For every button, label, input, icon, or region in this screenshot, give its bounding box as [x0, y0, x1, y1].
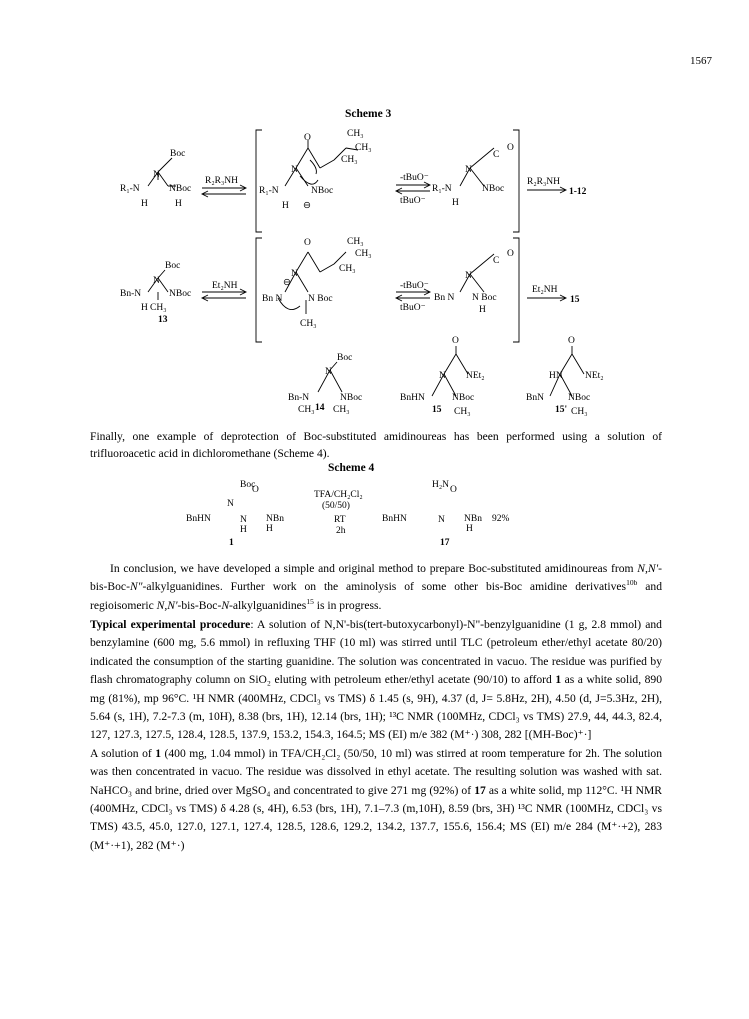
c15-label: 15 — [432, 405, 442, 415]
c14-ch3b: CH₃ — [333, 405, 350, 415]
s3r1-iso-h: H — [452, 198, 459, 208]
s3r2-iso-left: Bn N — [434, 293, 455, 303]
scheme4-figure — [0, 470, 749, 550]
s3r2-iso-c: C — [493, 256, 500, 266]
s4-p-h2n: H₂N — [432, 480, 450, 490]
s3r2-iso-nboc: N Boc — [472, 293, 497, 303]
s3r1-iso-c: C — [493, 150, 500, 160]
conclusion-paragraph: In conclusion, we have developed a simple and original method to prepare Boc-substituted amidinoureas from N,N'-bis-Boc-N"-alkylguanidines. Further work on the aminolysis of some other bis-Boc amidine derivatives$^{10b}$ and regioisomeric N,N'-bis-Boc-N-alkylguanidines$^{15}$ is in progress. — [90, 562, 662, 612]
page-number: 1567 — [690, 55, 712, 67]
s4-p-n: N — [438, 515, 445, 525]
s4-p-nbn: NBn — [464, 514, 482, 524]
s3r1-reactant-h1: H — [141, 199, 148, 209]
s3r2-inter-ch3a: CH₃ — [347, 237, 364, 247]
c15-o: O — [452, 336, 459, 346]
s4-r-boc: Boc — [240, 480, 256, 490]
scheme4-intro: Finally, one example of deprotection of Boc-substituted amidinoureas has been performed using a solution of trifluoroacetic acid in dichloromethane (Scheme 4). — [90, 430, 662, 460]
s3r2-reactant-label: 13 — [158, 315, 168, 325]
s4-p-left: BnHN — [382, 514, 407, 524]
scheme3-title: Scheme 3 — [345, 108, 392, 120]
s3r1-inter-nboc: NBoc — [311, 186, 334, 196]
bracket-right-row1 — [513, 130, 519, 232]
bracket-right-row2 — [513, 238, 519, 342]
scheme4-title: Scheme 4 — [328, 462, 375, 474]
s3r1-reactant-boc: Boc — [170, 149, 186, 159]
s3r1-arrow3-label: R₂R₃NH — [527, 177, 561, 187]
experimental-section — [90, 616, 662, 855]
s3r2-inter-ch3c: CH₃ — [339, 264, 356, 274]
s4-p-o: O — [450, 485, 457, 495]
s3r1-inter-ch3b: CH₃ — [355, 143, 372, 153]
scheme3-figure — [0, 0, 749, 440]
s3r1-reactant-nboc: NBoc — [169, 184, 192, 194]
s3r1-inter-ch3c: CH₃ — [341, 155, 358, 165]
s4-r-o: O — [252, 485, 259, 495]
s3r2-arrow2-top: -tBuO⁻ — [400, 281, 429, 291]
s3r1-inter-ch3a: CH₃ — [347, 129, 364, 139]
c15p-left: BnN — [526, 393, 544, 403]
s3r2-reactant-boc: Boc — [165, 261, 181, 271]
s3r2-inter-n: N — [291, 269, 298, 279]
s4-cond1: TFA/CH₂Cl₂ — [314, 490, 363, 500]
c15p-o: O — [568, 336, 575, 346]
s3r2-iso-h: H — [479, 305, 486, 315]
s3r1-inter-n: N — [291, 165, 298, 175]
c15-nboc: NBoc — [452, 393, 475, 403]
c14-left: Bn-N — [288, 393, 310, 403]
s3r2-reactant-nboc: NBoc — [169, 289, 192, 299]
c15-n: N — [439, 371, 446, 381]
s3r1-inter-left: R₁-N — [259, 186, 279, 196]
s3r2-product: 15 — [570, 295, 580, 305]
c15-net2: NEt₂ — [466, 371, 485, 381]
s3r1-reactant-n: N — [153, 170, 160, 180]
s4-cond3: RT — [334, 515, 346, 525]
c15p-label: 15' — [555, 405, 568, 415]
bracket-left-row2 — [256, 238, 262, 342]
s3r1-iso-o: O — [507, 143, 514, 153]
c15p-net2: NEt₂ — [585, 371, 604, 381]
s3r1-iso-nboc: NBoc — [482, 184, 505, 194]
s4-cond2: (50/50) — [322, 501, 350, 511]
s3r2-inter-left: Bn N — [262, 294, 283, 304]
s3r2-iso-n: N — [465, 271, 472, 281]
c14-n: N — [325, 367, 332, 377]
s3r2-reactant-ch3: CH₃ — [150, 303, 167, 313]
s4-cond4: 2h — [336, 526, 346, 536]
s4-r-left: BnHN — [186, 514, 211, 524]
s4-p-h: H — [466, 524, 473, 534]
s3r1-inter-h: H — [282, 201, 289, 211]
experimental-heading: Typical experimental procedure — [90, 618, 251, 631]
s3r2-inter-ch3d: CH₃ — [300, 319, 317, 329]
s4-r-h: H — [240, 525, 247, 535]
s3r1-inter-minus: ⊖ — [303, 201, 311, 211]
s3r2-arrow2-bottom: tBuO⁻ — [400, 303, 426, 313]
s3r1-iso-n: N — [465, 165, 472, 175]
s3r1-reactant-left: R₁-N — [120, 184, 140, 194]
experimental-paragraph-2: A solution of 1 (400 mg, 1.04 mmol) in TFA/CH₂Cl₂ (50/50, 10 ml) was stirred at room temperature for 2h. The solution was then concentrated in vacuo. The residue was dissolved in ethyl acetate. The resulting solution was washed with sat. NaHCO₃ and brine, dried over MgSO₄ and concentrated to give 271 mg (92%) of 17 as a white solid, mp 112°C. ¹H NMR (400MHz, CDCl₃ vs TMS) δ 4.28 (s, 4H), 6.53 (brs, 1H), 7.1–7.3 (m,10H), 8.59 (brs, 3H) ¹³C NMR (100MHz, CDCl₃ vs TMS) 43.5, 45.0, 127.0, 127.1, 127.4, 128.5, 128.6, 129.2, 134.2, 137.7, 155.6, 156.4; MS (EI) m/e 284 (M⁺·+2), 283 (M⁺·+1), 282 (M⁺·) — [90, 746, 663, 852]
c14-boc: Boc — [337, 353, 353, 363]
s3r2-inter-nboc: N Boc — [308, 294, 333, 304]
c15p-hn: HN — [549, 371, 563, 381]
s3r2-arrow3-label: Et₂NH — [532, 285, 558, 295]
s4-r-label: 1 — [229, 538, 234, 548]
c15p-ch3: CH₃ — [571, 407, 588, 417]
s4-r-nh: N — [240, 515, 247, 525]
s3r1-iso-left: R₁-N — [432, 184, 452, 194]
s3r2-reactant-n: N — [153, 276, 160, 286]
s3r2-reactant-h: H — [141, 303, 148, 313]
s3r1-arrow1-label: R₂R₃NH — [205, 176, 239, 186]
s4-p-yield: 92% — [492, 514, 510, 524]
bracket-left-row1 — [256, 130, 262, 232]
s3r2-inter-minus: ⊖ — [283, 278, 291, 288]
s4-r-n: N — [227, 499, 234, 509]
experimental-paragraph-1: Typical experimental procedure: A solution of N,N'-bis(tert-butoxycarbonyl)-N"-benzylguanidine (1 g, 2.8 mmol) and benzylamine (600 mg, 5.6 mmol) in refluxing THF (10 ml) was stirred until TLC (petroleum ether/ethyl acetate 80/20) indicated the consumption of the starting guanidine. The solution was concentrated in vacuo. The residue was purified by flash chromatography column on SiO₂ eluting with petroleum ether/ethyl acetate (90/10) to afford 1 as a white solid, 890 mg (81%), mp 96°C. ¹H NMR (400MHz, CDCl₃ vs TMS) δ 1.45 (s, 9H), 4.37 (d, J= 5.8Hz, 2H), 4.50 (d, J=5.3Hz, 2H), 5.64 (s, 1H), 7.2-7.3 (m, 10H), 8.38 (brs, 1H), 12.14 (brs, 1H); ¹³C NMR (100MHz, CDCl₃ vs TMS) 27.9, 44, 44.3, 82.4, 127, 127.3, 127.5, 128.4, 128.5, 137.9, 153.2, 154.3, 164.5; MS (EI) m/e 382 (M⁺·) 308, 282 [(MH-Boc)⁺·] — [90, 618, 663, 742]
s3r1-arrow2-bottom: tBuO⁻ — [400, 196, 426, 206]
s4-p-label: 17 — [440, 538, 450, 548]
c14-label: 14 — [315, 403, 325, 413]
s3r2-inter-ch3b: CH₃ — [355, 249, 372, 259]
s4-r-nbn: NBn — [266, 514, 284, 524]
c15-left: BnHN — [400, 393, 425, 403]
s3r2-inter-o: O — [304, 238, 311, 248]
c14-ch3a: CH₃ — [298, 405, 315, 415]
c15-ch3: CH₃ — [454, 407, 471, 417]
s3r1-inter-o: O — [304, 133, 311, 143]
s3r2-arrow1-label: Et₂NH — [212, 281, 238, 291]
c15p-nboc: NBoc — [568, 393, 591, 403]
s4-r-h2: H — [266, 524, 273, 534]
s3r2-iso-o: O — [507, 249, 514, 259]
s3r2-reactant-left: Bn-N — [120, 289, 142, 299]
s3r1-arrow2-top: -tBuO⁻ — [400, 173, 429, 183]
s3r1-product: 1-12 — [569, 187, 587, 197]
s3r1-reactant-h2: H — [175, 199, 182, 209]
c14-nboc: NBoc — [340, 393, 363, 403]
